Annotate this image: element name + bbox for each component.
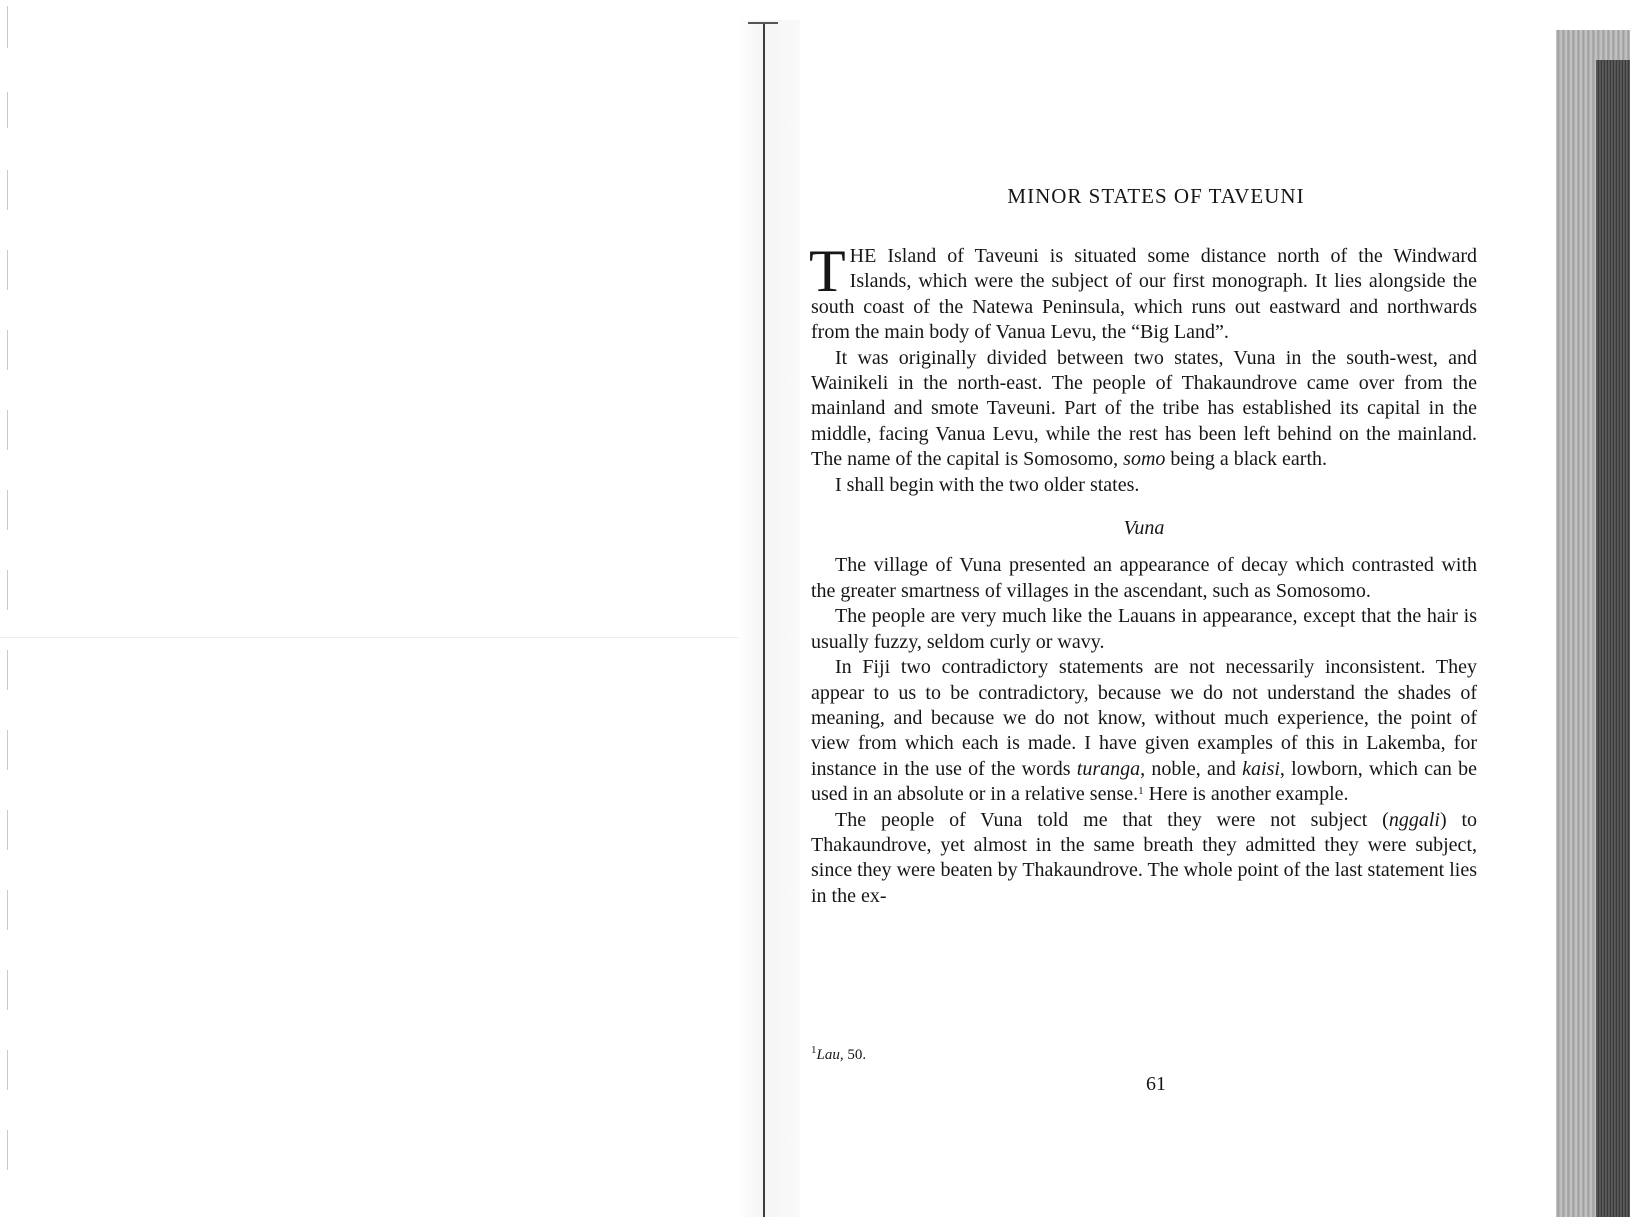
printed-right-page xyxy=(766,0,1566,1217)
left-edge-mark xyxy=(7,810,8,850)
fold-crease xyxy=(0,637,760,638)
footnote-ref: 1 xyxy=(1138,785,1144,798)
blank-left-page xyxy=(0,0,760,1217)
drop-cap: T xyxy=(809,238,846,304)
left-edge-mark xyxy=(7,92,8,128)
body-text xyxy=(809,238,1478,909)
paragraph-text: The village of Vuna presented an appearance of decay which contrasted with the greater smartness of villages in the ascendant, such as Somosomo. xyxy=(811,554,1477,602)
paragraph xyxy=(811,473,1477,498)
paragraph-text: I shall begin with the two older states. xyxy=(835,473,1140,496)
paragraph xyxy=(811,808,1477,910)
left-edge-mark xyxy=(7,730,8,770)
page-block-shadow xyxy=(1596,60,1630,1217)
left-edge-mark xyxy=(7,330,8,370)
left-edge-mark xyxy=(7,490,8,530)
italic-term: turanga xyxy=(1076,757,1141,780)
paragraph xyxy=(811,655,1477,807)
page-number: 61 xyxy=(1146,1073,1166,1095)
paragraph xyxy=(811,604,1477,655)
footnote xyxy=(811,1044,867,1064)
paragraph xyxy=(809,238,1477,346)
left-edge-mark xyxy=(7,250,8,290)
left-edge-mark xyxy=(7,890,8,930)
italic-term: somo xyxy=(1123,448,1166,471)
paragraph-text: The people are very much like the Lauans in appearance, except that the hair is usually fuzzy, seldom curly or wavy. xyxy=(811,605,1477,653)
left-edge-mark xyxy=(7,570,8,610)
italic-term: nggali xyxy=(1388,808,1440,831)
paragraph-text: , lowborn, which can be used in an absolute or in a relative sense. xyxy=(811,757,1478,806)
paragraph-text: HE Island of Taveuni is situated some distance north of the Windward Islands, which were the subject of our first monograph. It lies alongside the south coast of the Natewa Peninsula, which runs out eastward and northwards from the main body of Vanua Levu, the “Big Land”. xyxy=(811,245,1477,344)
left-edge-mark xyxy=(7,1050,8,1090)
left-edge-mark xyxy=(7,650,8,690)
paragraph-text: being a black earth. xyxy=(1170,448,1327,471)
section-heading: Vuna xyxy=(1123,517,1165,540)
left-edge-mark xyxy=(7,1130,8,1170)
left-edge-mark xyxy=(7,410,8,450)
paragraph-text: , noble, and xyxy=(1140,757,1236,780)
left-edge-mark xyxy=(7,170,8,210)
paragraph-text: ) to Thakaundrove, yet almost in the same breath they admitted they were subject, since they were beaten by Thakaundrove. The whole point of the last statement lies in the ex- xyxy=(811,808,1477,907)
paragraph xyxy=(811,553,1477,604)
paragraph-text: In Fiji two contradictory statements are not necessarily inconsistent. They appear to us to be contradictory, because we do not understand the shades of meaning, and because we do not know, without much experience, the point of view from which each is made. I have given examples of this in Lakemba, for instance in the use of the words xyxy=(811,656,1477,780)
paragraph xyxy=(811,346,1477,473)
paragraph-text: It was originally divided between two states, Vuna in the south-west, and Wainikeli in the north-east. The people of Thakaundrove came over from the mainland and smote Taveuni. Part of the tribe has established its capital in the middle, facing Vanua Levu, while the rest has been left behind on the mainland. The name of the capital is Somosomo, xyxy=(811,346,1477,471)
footnote-text: , 50. xyxy=(839,1047,867,1063)
left-edge-mark xyxy=(7,6,8,48)
page-title: MINOR STATES OF TAVEUNI xyxy=(1007,184,1305,208)
footnote-source: Lau xyxy=(816,1047,840,1063)
left-edge-mark xyxy=(7,970,8,1010)
footnote-marker: 1 xyxy=(811,1044,817,1056)
gutter-line xyxy=(763,24,765,1217)
paragraph-text: Here is another example. xyxy=(1143,783,1349,806)
paragraph-text: The people of Vuna told me that they were not subject ( xyxy=(835,808,1389,831)
italic-term: kaisi xyxy=(1242,757,1280,780)
